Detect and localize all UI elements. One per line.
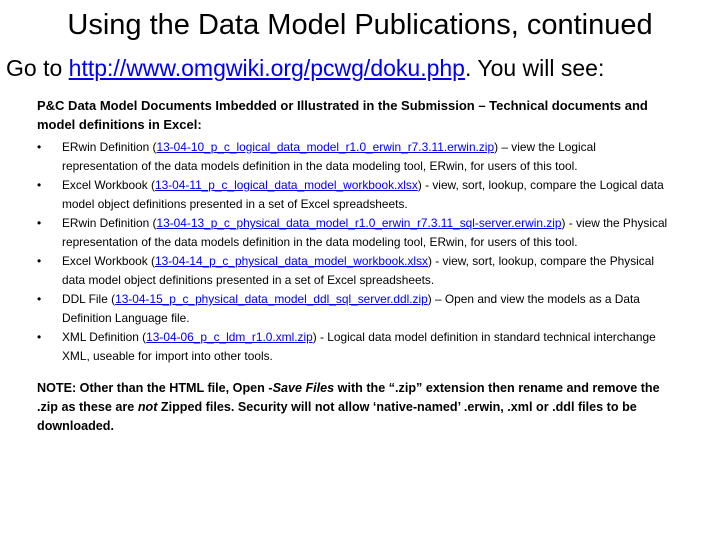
item-text-after: ) – view the Logical representation of the data models definition in the data modeling tool, ERwin, for users of this tool. xyxy=(62,140,596,173)
bullet-icon: • xyxy=(37,292,42,306)
note-paragraph xyxy=(37,379,673,436)
item-text-after: ) – Open and view the models as a Data Definition Language file. xyxy=(62,292,640,325)
slide-content xyxy=(37,96,673,436)
item-text-before: Excel Workbook ( xyxy=(62,254,155,268)
item-text-after: ) - view the Physical representation of the data models definition in the data modeling tool, ERwin, for users of this tool. xyxy=(62,216,668,249)
file-link[interactable]: 13-04-15_p_c_physical_data_model_ddl_sql_server.ddl.zip xyxy=(115,292,428,306)
list-item xyxy=(37,138,673,176)
item-text-after: ) - view, sort, lookup, compare the Logical data model object definitions presented in a set of Excel spreadsheets. xyxy=(62,178,664,211)
note-part-3: Zipped files. Security will not allow ‘native-named’ .erwin, .xml or .ddl files to be downloaded. xyxy=(37,400,637,433)
file-link[interactable]: 13-04-06_p_c_ldm_r1.0.xml.zip xyxy=(146,330,313,344)
item-text-before: XML Definition ( xyxy=(62,330,147,344)
bullet-icon: • xyxy=(37,330,42,344)
bullet-icon: • xyxy=(37,254,42,268)
document-list xyxy=(37,138,673,366)
list-item xyxy=(37,176,673,214)
file-link[interactable]: 13-04-11_p_c_logical_data_model_workbook.xlsx xyxy=(154,178,418,192)
item-text-after: ) - Logical data model definition in standard technical interchange XML, useable for import into other tools. xyxy=(62,330,656,363)
subtitle-suffix: . You will see: xyxy=(464,55,605,81)
item-text-before: ERwin Definition ( xyxy=(62,216,157,230)
file-link[interactable]: 13-04-14_p_c_physical_data_model_workbook.xlsx xyxy=(154,254,428,268)
note-part-2: with the “.zip” extension then rename and remove the .zip as these are xyxy=(37,381,660,414)
note-emphasis-not: not xyxy=(137,400,158,414)
list-item xyxy=(37,252,673,290)
note-emphasis-save-files: Save Files xyxy=(272,381,335,395)
section-heading: P&C Data Model Documents Imbedded or Illustrated in the Submission – Technical documents and model definitions in Excel: xyxy=(37,98,648,132)
subtitle-prefix: Go to xyxy=(6,55,69,81)
file-link[interactable]: 13-04-13_p_c_physical_data_model_r1.0_erwin_r7.3.11_sql-server.erwin.zip xyxy=(156,216,562,230)
list-item xyxy=(37,214,673,252)
wiki-link[interactable]: http://www.omgwiki.org/pcwg/doku.php xyxy=(68,55,465,81)
list-item xyxy=(37,290,673,328)
slide-subtitle xyxy=(6,52,720,84)
list-item xyxy=(37,328,673,366)
item-text-before: DDL File ( xyxy=(62,292,116,306)
bullet-icon: • xyxy=(37,140,42,154)
bullet-icon: • xyxy=(37,216,42,230)
item-text-before: ERwin Definition ( xyxy=(62,140,157,154)
file-link[interactable]: 13-04-10_p_c_logical_data_model_r1.0_erwin_r7.3.11.erwin.zip xyxy=(156,140,495,154)
item-text-before: Excel Workbook ( xyxy=(62,178,155,192)
note-part-1: NOTE: Other than the HTML file, Open - xyxy=(37,381,273,395)
slide-title: Using the Data Model Publications, continued xyxy=(67,9,653,41)
bullet-icon: • xyxy=(37,178,42,192)
item-text-after: ) - view, sort, lookup, compare the Physical data model object definitions presented in a set of Excel spreadsheets. xyxy=(62,254,654,287)
